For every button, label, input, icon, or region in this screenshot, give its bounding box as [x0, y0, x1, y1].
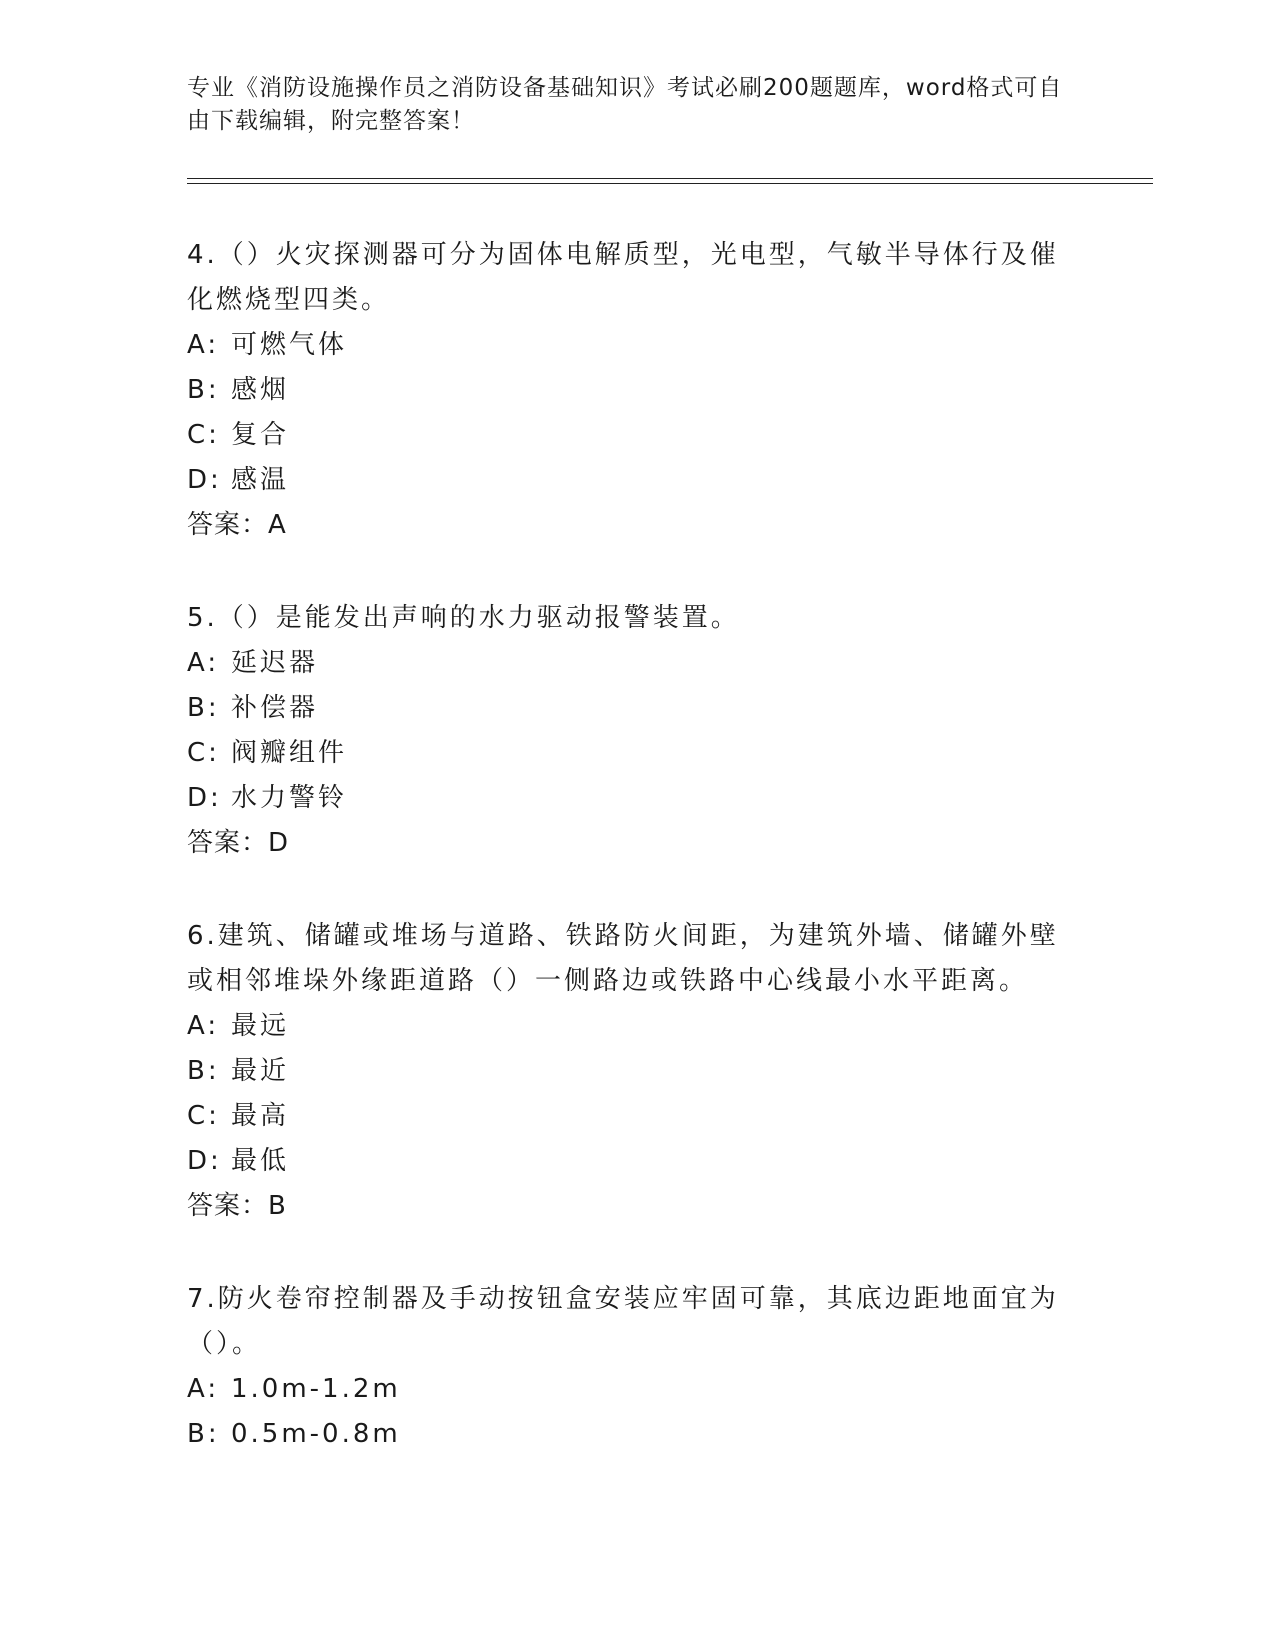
- option-letter: A:: [187, 330, 220, 360]
- option-c: [187, 1094, 1067, 1139]
- option-text: 最远: [231, 1011, 290, 1041]
- option-text: 0.5m-0.8m: [231, 1419, 401, 1449]
- option-d: [187, 458, 1067, 503]
- option-letter: C:: [187, 420, 220, 450]
- question-6: [187, 914, 1067, 1229]
- option-d: [187, 776, 1067, 821]
- option-text: 可燃气体: [231, 330, 348, 360]
- option-a: [187, 641, 1067, 686]
- option-letter: A:: [187, 1374, 220, 1404]
- option-c: [187, 731, 1067, 776]
- option-text: 阀瓣组件: [231, 738, 348, 768]
- option-letter: C:: [187, 1101, 220, 1131]
- option-b: [187, 1049, 1067, 1094]
- option-letter: B:: [187, 1056, 220, 1086]
- question-stem: 7.防火卷帘控制器及手动按钮盒安装应牢固可靠，其底边距地面宜为（）。: [187, 1284, 1059, 1359]
- option-b: [187, 368, 1067, 413]
- question-stem: 5.（）是能发出声响的水力驱动报警装置。: [187, 603, 740, 633]
- option-b: [187, 1412, 1067, 1457]
- option-text: 感烟: [231, 375, 290, 405]
- option-a: [187, 1004, 1067, 1049]
- option-text: 水力警铃: [231, 783, 348, 813]
- option-letter: D:: [187, 1146, 222, 1176]
- option-letter: B:: [187, 1419, 220, 1449]
- question-5: [187, 596, 1067, 866]
- option-a: [187, 1367, 1067, 1412]
- option-letter: C:: [187, 738, 220, 768]
- question-7: [187, 1277, 1067, 1457]
- option-letter: B:: [187, 375, 220, 405]
- answer-line: 答案：A: [187, 510, 287, 540]
- header-divider-line: [187, 178, 1153, 179]
- option-letter: B:: [187, 693, 220, 723]
- answer-line: 答案：D: [187, 828, 290, 858]
- option-text: 1.0m-1.2m: [231, 1374, 401, 1404]
- option-text: 最近: [231, 1056, 290, 1086]
- option-text: 感温: [231, 465, 290, 495]
- header-divider-line: [187, 183, 1153, 184]
- option-letter: A:: [187, 1011, 220, 1041]
- option-letter: A:: [187, 648, 220, 678]
- option-text: 补偿器: [231, 693, 319, 723]
- question-stem: 4.（）火灾探测器可分为固体电解质型，光电型，气敏半导体行及催化燃烧型四类。: [187, 240, 1059, 315]
- question-stem: 6.建筑、储罐或堆场与道路、铁路防火间距，为建筑外墙、储罐外壁或相邻堆垛外缘距道路（）一侧路边或铁路中心线最小水平距离。: [187, 921, 1059, 996]
- option-a: [187, 323, 1067, 368]
- option-text: 最高: [231, 1101, 290, 1131]
- option-letter: D:: [187, 783, 222, 813]
- question-4: [187, 233, 1067, 548]
- option-b: [187, 686, 1067, 731]
- option-text: 最低: [231, 1146, 290, 1176]
- option-d: [187, 1139, 1067, 1184]
- option-letter: D:: [187, 465, 222, 495]
- option-text: 复合: [231, 420, 290, 450]
- option-text: 延迟器: [231, 648, 319, 678]
- document-header: 专业《消防设施操作员之消防设备基础知识》考试必刷200题题库，word格式可自由下载编辑，附完整答案！: [187, 75, 1063, 134]
- answer-line: 答案：B: [187, 1191, 287, 1221]
- option-c: [187, 413, 1067, 458]
